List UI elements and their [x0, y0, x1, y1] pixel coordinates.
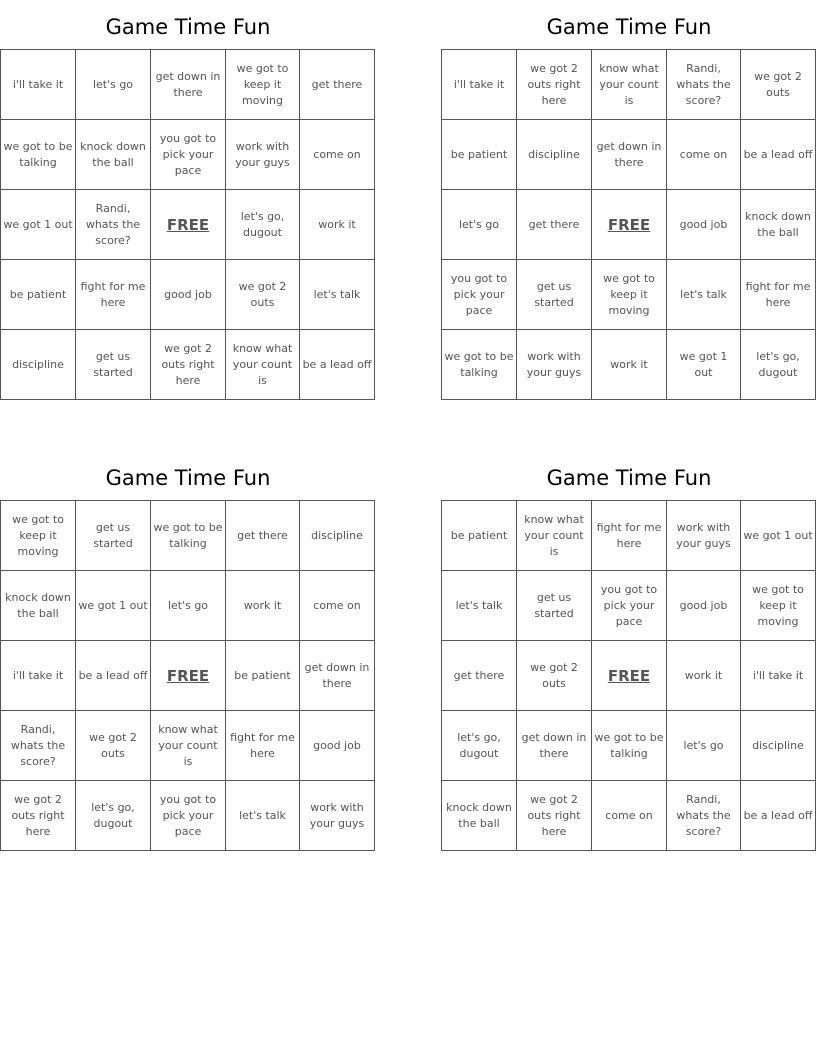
bingo-cell: knock down the ball [1, 571, 76, 641]
bingo-cell: you got to pick your pace [151, 120, 226, 190]
bingo-cell: work it [226, 571, 300, 641]
bingo-cell: you got to pick your pace [151, 781, 226, 851]
bingo-cell: know what your count is [151, 711, 226, 781]
bingo-grid [0, 500, 375, 851]
bingo-cell: be patient [442, 120, 517, 190]
bingo-cell: get there [226, 501, 300, 571]
bingo-cell: come on [300, 120, 375, 190]
bingo-cell: get down in there [300, 641, 375, 711]
bingo-cell: Randi, whats the score? [667, 50, 741, 120]
card-title: Game Time Fun [546, 15, 712, 39]
bingo-cell: let's go, dugout [76, 781, 151, 851]
bingo-cell: fight for me here [592, 501, 667, 571]
bingo-cell: we got to be talking [151, 501, 226, 571]
bingo-cell: work with your guys [300, 781, 375, 851]
bingo-cell: be patient [442, 501, 517, 571]
bingo-cell: be a lead off [741, 781, 816, 851]
bingo-grid [441, 49, 816, 400]
bingo-cell: we got 1 out [667, 330, 741, 400]
bingo-cell: Randi, whats the score? [76, 190, 151, 260]
bingo-cell: be a lead off [76, 641, 151, 711]
bingo-cell: let's go [442, 190, 517, 260]
bingo-cell: Randi, whats the score? [1, 711, 76, 781]
bingo-cell: let's go, dugout [442, 711, 517, 781]
bingo-cell: we got to keep it moving [741, 571, 816, 641]
bingo-grid [0, 49, 375, 400]
bingo-cell: we got to keep it moving [1, 501, 76, 571]
bingo-cell: be a lead off [300, 330, 375, 400]
bingo-cell: let's go [76, 50, 151, 120]
card-title: Game Time Fun [105, 466, 271, 490]
bingo-cell: good job [300, 711, 375, 781]
bingo-cell: we got to keep it moving [592, 260, 667, 330]
bingo-cell: get there [442, 641, 517, 711]
bingo-cell: be a lead off [741, 120, 816, 190]
bingo-cell: discipline [517, 120, 592, 190]
bingo-cell: we got 1 out [76, 571, 151, 641]
bingo-cell: i'll take it [741, 641, 816, 711]
bingo-cell: know what your count is [592, 50, 667, 120]
bingo-cell: let's go [151, 571, 226, 641]
bingo-cell: discipline [1, 330, 76, 400]
bingo-cell: get us started [517, 260, 592, 330]
bingo-cell: fight for me here [741, 260, 816, 330]
bingo-cell: know what your count is [517, 501, 592, 571]
bingo-cell: work it [667, 641, 741, 711]
free-space-cell: FREE [592, 190, 667, 260]
bingo-cell: fight for me here [76, 260, 151, 330]
bingo-cell: get us started [76, 501, 151, 571]
bingo-cell: get there [300, 50, 375, 120]
bingo-cell: work with your guys [667, 501, 741, 571]
bingo-cell: i'll take it [1, 641, 76, 711]
bingo-cell: we got to be talking [1, 120, 76, 190]
bingo-cell: let's go, dugout [741, 330, 816, 400]
bingo-cell: good job [667, 571, 741, 641]
bingo-cell: work with your guys [226, 120, 300, 190]
bingo-cell: we got 2 outs right here [1, 781, 76, 851]
bingo-cell: come on [667, 120, 741, 190]
bingo-cell: we got 2 outs right here [151, 330, 226, 400]
bingo-cell: we got 1 out [741, 501, 816, 571]
bingo-cell: we got to be talking [592, 711, 667, 781]
bingo-cell: get us started [76, 330, 151, 400]
bingo-cell: get down in there [517, 711, 592, 781]
bingo-cell: we got 2 outs right here [517, 781, 592, 851]
bingo-cell: work with your guys [517, 330, 592, 400]
bingo-cell: i'll take it [442, 50, 517, 120]
bingo-cell: you got to pick your pace [592, 571, 667, 641]
bingo-cell: let's go, dugout [226, 190, 300, 260]
bingo-cell: get there [517, 190, 592, 260]
bingo-cell: be patient [1, 260, 76, 330]
bingo-cell: get down in there [151, 50, 226, 120]
bingo-cell: work it [300, 190, 375, 260]
bingo-cell: come on [592, 781, 667, 851]
bingo-cell: get down in there [592, 120, 667, 190]
bingo-cell: let's talk [442, 571, 517, 641]
bingo-cell: let's go [667, 711, 741, 781]
bingo-cell: we got 2 outs right here [517, 50, 592, 120]
bingo-cell: we got 2 outs [741, 50, 816, 120]
bingo-cell: be patient [226, 641, 300, 711]
bingo-cell: good job [151, 260, 226, 330]
bingo-cell: we got 2 outs [226, 260, 300, 330]
bingo-cell: let's talk [667, 260, 741, 330]
bingo-cell: knock down the ball [741, 190, 816, 260]
bingo-cell: fight for me here [226, 711, 300, 781]
bingo-cell: you got to pick your pace [442, 260, 517, 330]
card-title: Game Time Fun [546, 466, 712, 490]
free-space-cell: FREE [592, 641, 667, 711]
bingo-cell: come on [300, 571, 375, 641]
card-title: Game Time Fun [105, 15, 271, 39]
bingo-cell: let's talk [300, 260, 375, 330]
bingo-cell: work it [592, 330, 667, 400]
bingo-cell: discipline [741, 711, 816, 781]
bingo-grid [441, 500, 816, 851]
bingo-cell: good job [667, 190, 741, 260]
bingo-cell: we got 2 outs [517, 641, 592, 711]
bingo-cell: knock down the ball [76, 120, 151, 190]
bingo-cell: let's talk [226, 781, 300, 851]
free-space-cell: FREE [151, 641, 226, 711]
bingo-cell: we got to keep it moving [226, 50, 300, 120]
bingo-cell: discipline [300, 501, 375, 571]
bingo-cell: we got to be talking [442, 330, 517, 400]
bingo-cell: we got 1 out [1, 190, 76, 260]
bingo-cell: get us started [517, 571, 592, 641]
bingo-cell: know what your count is [226, 330, 300, 400]
bingo-cell: knock down the ball [442, 781, 517, 851]
bingo-cell: we got 2 outs [76, 711, 151, 781]
bingo-cell: Randi, whats the score? [667, 781, 741, 851]
free-space-cell: FREE [151, 190, 226, 260]
bingo-cell: i'll take it [1, 50, 76, 120]
